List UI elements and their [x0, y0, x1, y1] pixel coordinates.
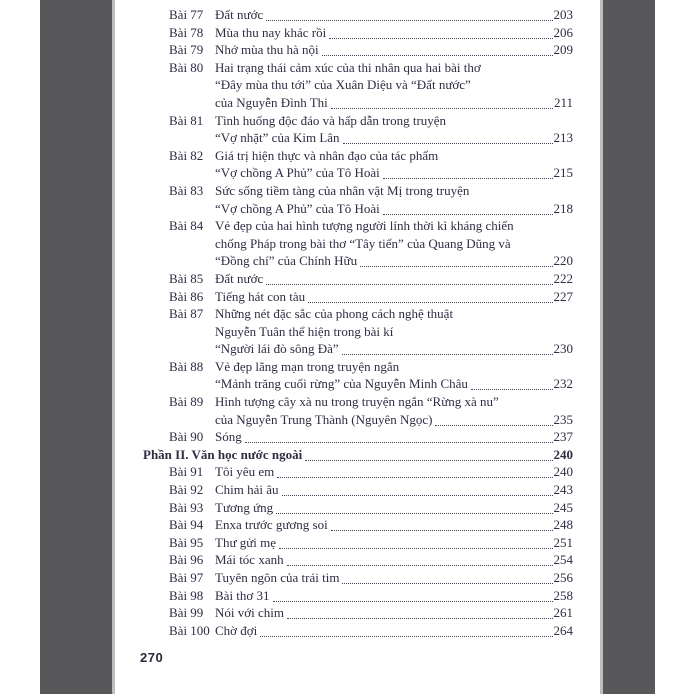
toc-entry-label: Bài 87: [169, 306, 204, 322]
toc-entry-row: [169, 271, 573, 289]
toc-entry-row: [169, 201, 573, 219]
toc-entry-page-number: 227: [553, 288, 573, 304]
toc-entry-row: [169, 605, 573, 623]
toc-entry-row: [169, 113, 573, 131]
toc-entry-row: [169, 95, 573, 113]
toc-entry-title: “Vợ chồng A Phủ” của Tô Hoài: [215, 200, 380, 216]
toc-entry-title: Tiếng hát con tàu: [215, 288, 306, 304]
toc-entry-page-number: 220: [553, 253, 573, 269]
toc-entry-title: Mùa thu nay khác rồi: [215, 24, 327, 40]
toc-entry-page-number: 254: [553, 552, 573, 568]
toc-entry-label: Bài 99: [169, 605, 204, 621]
toc-entry-row: [169, 77, 573, 95]
toc-entry-title: Hai trạng thái cảm xúc của thi nhân qua hai bài thơ: [215, 59, 481, 75]
toc-entry-title: “Vợ chồng A Phủ” của Tô Hoài: [215, 165, 380, 181]
toc-entry-title: “Người lái đò sông Đà”: [215, 341, 339, 357]
toc-entry-row: [169, 236, 573, 254]
toc-entry-title: Nhớ mùa thu hà nội: [215, 42, 319, 58]
toc-entry-row: [169, 25, 573, 43]
toc-entry-title: của Nguyễn Đình Thi: [215, 94, 328, 110]
toc-entry-row: [169, 359, 573, 377]
toc-entry-row: [169, 412, 573, 430]
toc-entry-row: [169, 306, 573, 324]
toc-entry-title: Chim hải âu: [215, 482, 279, 498]
toc-entry-page-number: 243: [553, 482, 573, 498]
page-edge-left: [112, 0, 115, 694]
toc-entry-page-number: 203: [553, 7, 573, 22]
toc-entry-title: Sức sống tiềm tàng của nhân vật Mị trong truyện: [215, 182, 470, 198]
toc-dot-leader: [435, 412, 552, 426]
table-of-contents: [143, 7, 573, 640]
toc-entry-row: [169, 429, 573, 447]
toc-entry-title: Tương ứng: [215, 499, 274, 515]
toc-entry-page-number: 235: [553, 411, 573, 427]
photo-backdrop-right: [603, 0, 655, 694]
toc-entry-row: [169, 552, 573, 570]
toc-dot-leader: [329, 25, 552, 39]
toc-entry-label: Bài 95: [169, 534, 204, 550]
toc-dot-leader: [276, 500, 552, 514]
toc-entry-row: [169, 464, 573, 482]
toc-entry-title: Tuyên ngôn của trái tim: [215, 570, 340, 585]
toc-entry-row: [169, 623, 573, 641]
photo-backdrop-left: [40, 0, 112, 694]
toc-entry-title: Phần II. Văn học nước ngoài: [143, 446, 303, 462]
toc-entry-row: [169, 517, 573, 535]
toc-entry-label: Bài 79: [169, 42, 204, 58]
toc-entry-row: [169, 500, 573, 518]
toc-entry-page-number: 215: [553, 165, 573, 181]
toc-entry-title: của Nguyễn Trung Thành (Nguyên Ngọc): [215, 411, 433, 427]
toc-dot-leader: [343, 130, 553, 144]
toc-entry-page-number: 248: [553, 517, 573, 533]
toc-entry-label: Bài 81: [169, 112, 204, 128]
toc-entry-row: [169, 165, 573, 183]
toc-entry-page-number: 256: [553, 570, 573, 585]
toc-dot-leader: [331, 95, 553, 109]
toc-entry-title: Nguyễn Tuân thể hiện trong bài kí: [215, 323, 394, 339]
toc-dot-leader: [308, 289, 552, 303]
toc-entry-title: “Vợ nhặt” của Kim Lân: [215, 130, 340, 146]
toc-entry-title: Enxa trước gương soi: [215, 517, 328, 533]
toc-entry-row: [169, 183, 573, 201]
toc-entry-page-number: 222: [553, 270, 573, 286]
toc-entry-title: Đất nước: [215, 7, 264, 22]
toc-entry-page-number: 230: [553, 341, 573, 357]
toc-entry-label: Bài 77: [169, 7, 204, 22]
toc-entry-row: [169, 42, 573, 60]
toc-dot-leader: [342, 341, 553, 355]
toc-entry-title: Giá trị hiện thực và nhân đạo của tác phẩm: [215, 147, 439, 163]
toc-entry-title: “Đây mùa thu tới” của Xuân Diệu và “Đất nước”: [215, 77, 471, 93]
toc-entry-label: Bài 98: [169, 587, 204, 603]
toc-entry-page-number: 258: [553, 587, 573, 603]
toc-entry-title: Thư gửi mẹ: [215, 534, 277, 550]
toc-section-row: [143, 447, 573, 465]
toc-entry-title: Chờ đợi: [215, 622, 258, 638]
toc-entry-title: Đất nước: [215, 270, 264, 286]
toc-entry-page-number: 206: [553, 24, 573, 40]
toc-entry-page-number: 218: [553, 200, 573, 216]
toc-dot-leader: [277, 464, 552, 478]
toc-entry-label: Bài 88: [169, 358, 204, 374]
toc-entry-page-number: 264: [553, 622, 573, 638]
toc-entry-title: Bài thơ 31: [215, 587, 270, 603]
footer-page-number: 270: [140, 650, 164, 666]
toc-entry-row: [169, 376, 573, 394]
toc-entry-label: Bài 90: [169, 429, 204, 445]
toc-entry-page-number: 237: [553, 429, 573, 445]
toc-entry-row: [169, 482, 573, 500]
toc-entry-label: Bài 78: [169, 24, 204, 40]
toc-entry-row: [169, 60, 573, 78]
toc-entry-title: Sóng: [215, 429, 242, 445]
toc-dot-leader: [331, 517, 553, 531]
toc-entry-page-number: 211: [553, 94, 573, 110]
toc-dot-leader: [260, 623, 552, 637]
toc-dot-leader: [287, 605, 553, 619]
toc-entry-title: chống Pháp trong bài thơ “Tây tiến” của Quang Dũng và: [215, 235, 511, 251]
toc-entry-label: Bài 80: [169, 59, 204, 75]
toc-dot-leader: [305, 447, 552, 461]
toc-entry-page-number: 213: [553, 130, 573, 146]
toc-entry-page-number: 240: [553, 446, 573, 462]
book-page: [140, 7, 573, 666]
toc-entry-title: Tình huống độc đáo và hấp dẫn trong truyện: [215, 112, 447, 128]
toc-entry-label: Bài 89: [169, 394, 204, 410]
toc-entry-title: Vẻ đẹp của hai hình tượng người lính thời kì kháng chiến: [215, 218, 514, 234]
toc-dot-leader: [383, 201, 553, 215]
toc-dot-leader: [360, 253, 552, 267]
toc-entry-label: Bài 84: [169, 218, 204, 234]
toc-dot-leader: [266, 7, 552, 21]
toc-entry-label: Bài 83: [169, 182, 204, 198]
toc-dot-leader: [471, 376, 553, 390]
toc-entry-row: [169, 535, 573, 553]
toc-entry-page-number: 245: [553, 499, 573, 515]
toc-entry-label: Bài 91: [169, 464, 204, 480]
toc-entry-page-number: 261: [553, 605, 573, 621]
toc-entry-label: Bài 82: [169, 147, 204, 163]
toc-dot-leader: [342, 570, 552, 584]
toc-entry-label: Bài 94: [169, 517, 204, 533]
toc-dot-leader: [322, 42, 553, 56]
toc-entry-label: Bài 93: [169, 499, 204, 515]
toc-entry-title: Vẻ đẹp lãng mạn trong truyện ngắn: [215, 358, 400, 374]
toc-entry-label: Bài 85: [169, 270, 204, 286]
toc-entry-label: Bài 86: [169, 288, 204, 304]
toc-entry-title: Tôi yêu em: [215, 464, 275, 480]
toc-entry-row: [169, 341, 573, 359]
toc-entry-row: [169, 130, 573, 148]
toc-dot-leader: [383, 165, 553, 179]
toc-entry-title: Hình tượng cây xà nu trong truyện ngắn “Rừng xà nu”: [215, 394, 499, 410]
toc-entry-title: Nói với chim: [215, 605, 284, 621]
toc-entry-row: [169, 588, 573, 606]
toc-entry-page-number: 251: [553, 534, 573, 550]
toc-dot-leader: [273, 588, 553, 602]
toc-entry-row: [169, 218, 573, 236]
toc-entry-row: [169, 148, 573, 166]
toc-entry-page-number: 209: [553, 42, 573, 58]
toc-entry-row: [169, 289, 573, 307]
toc-entry-row: [169, 324, 573, 342]
toc-dot-leader: [245, 429, 553, 443]
toc-entry-label: Bài 97: [169, 570, 204, 585]
toc-entry-row: [169, 570, 573, 588]
toc-entry-page-number: 240: [553, 464, 573, 480]
toc-entry-row: [169, 394, 573, 412]
toc-dot-leader: [287, 552, 553, 566]
toc-entry-page-number: 232: [553, 376, 573, 392]
toc-entry-row: [169, 253, 573, 271]
toc-entry-title: Những nét đặc sắc của phong cách nghệ thuật: [215, 306, 454, 322]
toc-entry-title: “Mảnh trăng cuối rừng” của Nguyễn Minh Châu: [215, 376, 468, 392]
toc-entry-label: Bài 96: [169, 552, 204, 568]
toc-entry-label: Bài 100: [169, 622, 210, 638]
toc-entry-title: “Đồng chí” của Chính Hữu: [215, 253, 358, 269]
toc-entry-title: Mái tóc xanh: [215, 552, 284, 568]
toc-dot-leader: [282, 482, 553, 496]
toc-dot-leader: [279, 535, 552, 549]
toc-dot-leader: [266, 271, 552, 285]
toc-entry-row: [169, 7, 573, 25]
toc-entry-label: Bài 92: [169, 482, 204, 498]
